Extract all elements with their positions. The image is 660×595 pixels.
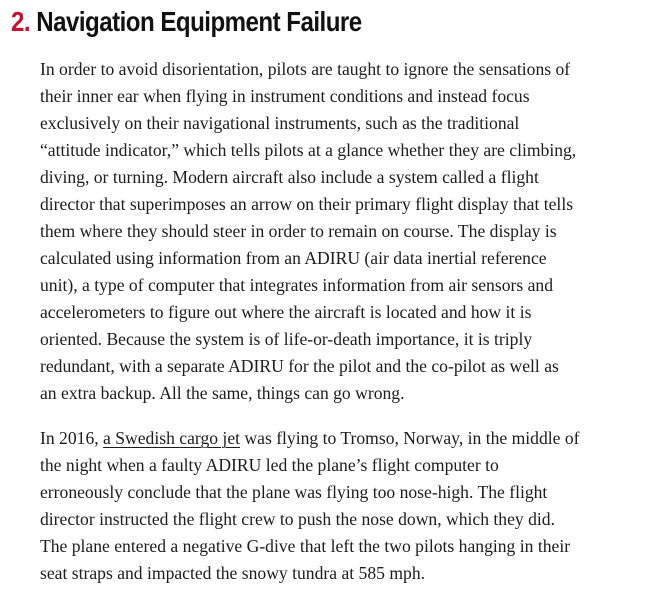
paragraph-line: calculated using information from an ADIRU (air data inertial reference xyxy=(40,248,547,268)
paragraph-line: diving, or turning. Modern aircraft also include a system called a flight xyxy=(40,167,539,187)
paragraph-line: “attitude indicator,” which tells pilots at a glance whether they are climbing, xyxy=(40,140,577,160)
paragraph-line: director that superimposes an arrow on their primary flight display that tells xyxy=(40,194,574,214)
section-title: Navigation Equipment Failure xyxy=(36,6,362,37)
paragraph-line: seat straps and impacted the snowy tundra at 585 mph. xyxy=(40,563,426,583)
paragraph-line: erroneously conclude that the plane was flying too nose-high. The flight xyxy=(40,482,548,502)
swedish-cargo-jet-link[interactable]: a Swedish cargo jet xyxy=(103,428,241,448)
paragraph-line: director instructed the flight crew to push the nose down, which they did. xyxy=(40,509,555,529)
paragraph-2 xyxy=(40,425,648,587)
paragraph-line: redundant, with a separate ADIRU for the pilot and the co-pilot as well as xyxy=(40,356,559,376)
paragraph-line: accelerometers to figure out where the aircraft is located and how it is xyxy=(40,302,532,322)
paragraph-line: an extra backup. All the same, things can go wrong. xyxy=(40,383,405,403)
paragraph-1 xyxy=(40,56,648,407)
section-number: 2. xyxy=(11,6,31,37)
paragraph-line: exclusively on their navigational instruments, such as the traditional xyxy=(40,113,520,133)
paragraph-line: oriented. Because the system is of life-or-death importance, it is triply xyxy=(40,329,533,349)
line-text-after-link: was flying to Tromso, Norway, in the middle of xyxy=(240,428,580,448)
paragraph-line xyxy=(40,425,648,452)
paragraph-line: unit), a type of computer that integrates information from air sensors and xyxy=(40,275,554,295)
line-text-before-link: In 2016, xyxy=(40,428,104,448)
paragraph-line: The plane entered a negative G-dive that left the two pilots hanging in their xyxy=(40,536,571,556)
paragraph-line: the night when a faulty ADIRU led the plane’s flight computer to xyxy=(40,455,499,475)
section-heading xyxy=(11,5,362,39)
paragraph-line: them where they should steer in order to remain on course. The display is xyxy=(40,221,557,241)
paragraph-line: In order to avoid disorientation, pilots are taught to ignore the sensations of xyxy=(40,59,571,79)
paragraph-line: their inner ear when flying in instrument conditions and instead focus xyxy=(40,86,530,106)
